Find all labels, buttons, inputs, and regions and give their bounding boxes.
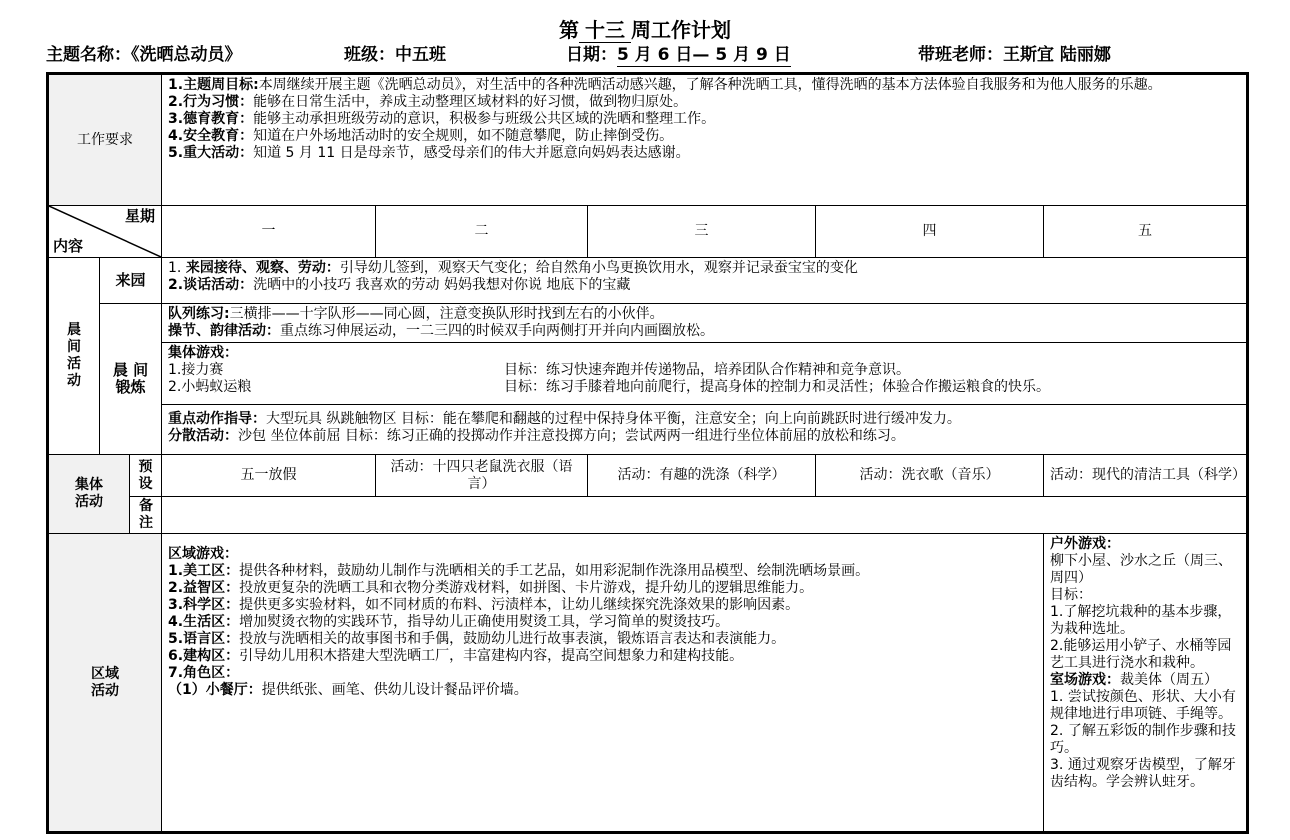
preset-label: 预设 <box>130 455 162 497</box>
arrival-row <box>48 258 1248 304</box>
work-req-row <box>48 74 1248 206</box>
date-value: 5 月 6 日— 5 月 9 日 <box>617 45 791 65</box>
group-games-row <box>48 343 1248 405</box>
page-title <box>0 18 1290 43</box>
area-row <box>48 534 1248 833</box>
day-thu: 四 <box>816 206 1044 258</box>
content-label: 内容 <box>53 237 84 255</box>
area-item: 2.益智区：投放更复杂的洗晒工具和衣物分类游戏材料，如拼图、卡片游戏，提升幼儿的逻辑思维能力。 <box>168 580 814 596</box>
teacher-value: 王斯宜 陆丽娜 <box>1003 45 1111 65</box>
work-req-label: 工作要求 <box>48 74 162 206</box>
key-action-content: 重点动作指导：大型玩具 纵跳触物区 目标：能在攀爬和翻越的过程中保持身体平衡，注意安全；向上向前跳跃时进行缓冲发力。 分散活动：沙包 坐位体前屈 目标：练习正确的投掷动作并注意投掷方向；尝试两两一组进行坐位体前屈的放松和练习。 <box>162 405 1248 455</box>
day-wed: 三 <box>588 206 816 258</box>
key-action-row <box>48 405 1248 455</box>
area-item: 4.生活区：增加熨烫衣物的实践环节，指导幼儿正确使用熨烫工具，学习简单的熨烫技巧。 <box>168 614 730 630</box>
work-plan-table <box>46 72 1249 834</box>
arrival-content: 1. 来园接待、观察、劳动：引导幼儿签到，观察天气变化；给自然角小鸟更换饮用水，观察并记录蚕宝宝的变化 2.谈话活动：洗晒中的小技巧 我喜欢的劳动 妈妈我想对你说 地底下的宝藏 <box>162 258 1248 304</box>
weekday-label: 星期 <box>125 207 156 225</box>
area-label: 区域活动 <box>48 534 162 833</box>
exercise-row <box>48 304 1248 343</box>
note-label: 备注 <box>130 497 162 534</box>
area-item: 5.语言区：投放与洗晒相关的故事图书和手偶，鼓励幼儿进行故事表演，锻炼语言表达和表演能力。 <box>168 631 786 647</box>
note-content <box>162 497 1248 534</box>
date-meta <box>566 44 791 66</box>
activity-wed: 活动：有趣的洗涤（科学） <box>588 455 816 497</box>
title-prefix: 第 <box>559 18 579 42</box>
outdoor-content: 户外游戏： 柳下小屋、沙水之丘（周三、周四） 目标： 1.了解挖坑栽种的基本步骤，为栽种选址。 2.能够运用小铲子、水桶等园艺工具进行浇水和栽种。 室场游戏：裁美体（周五） 1. 尝试按颜色、形状、大小有规律地进行串项链、手绳等。 2. 了解五彩饭的制作步骤和技巧。 3. 通过观察牙齿模型，了解牙齿结构。学会辨认蛀牙。 <box>1044 534 1248 833</box>
area-item: 6.建构区：引导幼儿用积木搭建大型洗晒工厂，丰富建构内容，提高空间想象力和建构技能。 <box>168 648 744 664</box>
title-suffix: 周工作计划 <box>631 18 731 42</box>
activity-mon: 五一放假 <box>162 455 376 497</box>
arrival-label: 来园 <box>100 258 162 304</box>
area-item: 7.角色区： <box>168 665 240 681</box>
game-item: 2.小蚂蚁运粮 目标：练习手膝着地向前爬行，提高身体的控制力和灵活性；体验合作搬运粮食的快乐。 <box>168 379 1051 395</box>
teacher-label: 带班老师： <box>918 45 1003 65</box>
group-games-content: 集体游戏： 1.接力赛 目标：练习快速奔跑并传递物品，培养团队合作精神和竞争意识。 2.小蚂蚁运粮 目标：练习手膝着地向前爬行，提高身体的控制力和灵活性；体验合作搬运粮食的快乐。 <box>162 343 1248 405</box>
theme-label: 主题名称： <box>46 45 131 65</box>
area-content: 区域游戏： 1.美工区：提供各种材料，鼓励幼儿制作与洗晒相关的手工艺品，如用彩泥制作洗涤用品模型、绘制洗晒场景画。 2.益智区：投放更复杂的洗晒工具和衣物分类游戏材料，如拼图、卡片游戏，提升幼儿的逻辑思维能力。 3.科学区：提供更多实验材料，如不同材质的布料、污渍样本，让幼儿继续探究洗涤效果的影响因素。 4.生活区：增加熨烫衣物的实践环节，指导幼儿正确使用熨烫工具，学习简单的熨烫技巧。 5.语言区：投放与洗晒相关的故事图书和手偶，鼓励幼儿进行故事表演，锻炼语言表达和表演能力。 6.建构区：引导幼儿用积木搭建大型洗晒工厂，丰富建构内容，提高空间想象力和建构技能。 7.角色区： （1）小餐厅：提供纸张、画笔、供幼儿设计餐品评价墙。 <box>162 534 1044 833</box>
day-tue: 二 <box>376 206 588 258</box>
activity-thu: 活动：洗衣歌（音乐） <box>816 455 1044 497</box>
work-req-content <box>162 74 1248 206</box>
week-number: 十三 <box>579 18 631 43</box>
activity-fri: 活动：现代的清洁工具（科学） <box>1044 455 1248 497</box>
group-preset-row <box>48 455 1248 497</box>
work-req-item: 2.行为习惯：能够在日常生活中，养成主动整理区域材料的好习惯，做到物归原处。 <box>168 94 688 110</box>
activity-tue: 活动：十四只老鼠洗衣服（语言） <box>376 455 588 497</box>
area-item: （1）小餐厅：提供纸张、画笔、供幼儿设计餐品评价墙。 <box>168 682 528 698</box>
group-activity-label: 集体活动 <box>48 455 130 534</box>
work-req-item: 4.安全教育：知道在户外场地活动时的安全规则，如不随意攀爬，防止摔倒受伤。 <box>168 128 674 144</box>
group-note-row <box>48 497 1248 534</box>
weekday-header-row <box>48 206 1248 258</box>
diagonal-header-cell <box>48 206 162 258</box>
class-value: 中五班 <box>395 45 446 65</box>
exercise-content: 队列练习:三横排——十字队形——同心圆，注意变换队形时找到左右的小伙伴。 操节、韵律活动：重点练习伸展运动，一二三四的时候双手向两侧打开并向内画圈放松。 <box>162 304 1248 343</box>
game-item: 1.接力赛 目标：练习快速奔跑并传递物品，培养团队合作精神和竞争意识。 <box>168 362 911 378</box>
work-req-item: 5.重大活动：知道 5 月 11 日是母亲节，感受母亲们的伟大并愿意向妈妈表达感谢。 <box>168 145 690 161</box>
area-item: 3.科学区：提供更多实验材料，如不同材质的布料、污渍样本，让幼儿继续探究洗涤效果的影响因素。 <box>168 597 800 613</box>
work-req-item: 1.主题周目标:本周继续开展主题《洗晒总动员》，对生活中的各种洗晒活动感兴趣，了解各种洗晒工具，懂得洗晒的基本方法体验自我服务和为他人服务的乐趣。 <box>168 77 1162 93</box>
exercise-label: 晨 间 锻炼 <box>100 304 162 455</box>
day-mon: 一 <box>162 206 376 258</box>
date-label: 日期： <box>566 45 617 65</box>
day-fri: 五 <box>1044 206 1248 258</box>
teacher-meta <box>918 44 1111 66</box>
work-req-item: 3.德育教育：能够主动承担班级劳动的意识，积极参与班级公共区域的洗晒和整理工作。 <box>168 111 716 127</box>
theme-value: 《洗晒总动员》 <box>131 45 242 65</box>
class-meta <box>344 44 446 66</box>
area-item: 1.美工区：提供各种材料，鼓励幼儿制作与洗晒相关的手工艺品，如用彩泥制作洗涤用品模型、绘制洗晒场景画。 <box>168 563 870 579</box>
theme-meta <box>46 44 242 66</box>
morning-section-label: 晨间活动 <box>48 258 100 455</box>
class-label: 班级： <box>344 45 395 65</box>
